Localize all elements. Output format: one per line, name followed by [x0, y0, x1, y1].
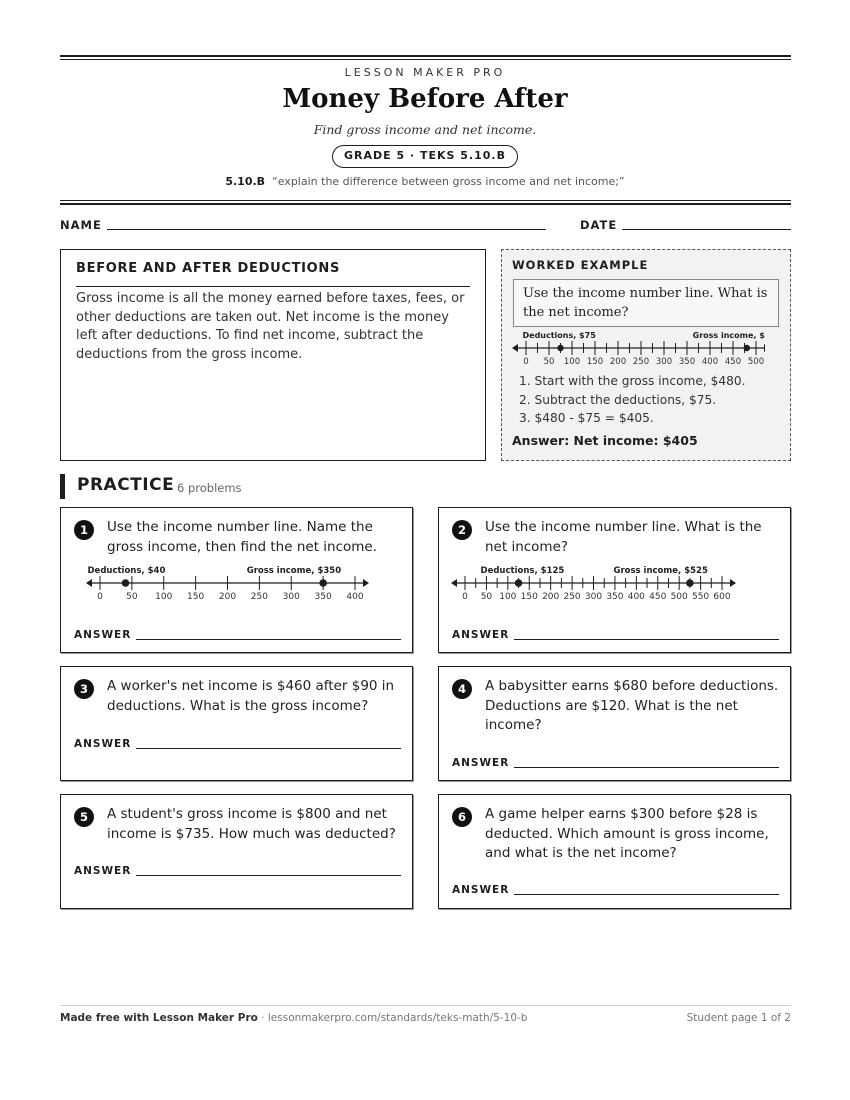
problem-text: Use the income number line. Name the gross income, then find the net income.	[107, 519, 378, 555]
number-line-tick-label: 100	[563, 357, 581, 367]
number-line-tick-label: 0	[97, 592, 103, 602]
answer-line-5[interactable]	[136, 875, 401, 876]
answer-label: ANSWER	[74, 865, 132, 877]
number-line-tick-label: 300	[282, 592, 300, 602]
footer-rule	[60, 1005, 791, 1006]
answer-line-6[interactable]	[514, 894, 779, 895]
name-label: NAME	[60, 218, 102, 232]
problem-card-4	[438, 666, 791, 781]
number-line-tick-label: 150	[520, 592, 538, 602]
problem-text: A game helper earns $300 before $28 is deducted. Which amount is gross income, and what is the net income?	[485, 806, 769, 861]
worked-example-label: WORKED EXAMPLE	[512, 258, 649, 272]
number-line-tick-label: 100	[155, 592, 173, 602]
number-line-tick-label: 400	[701, 357, 719, 367]
brand-name: LESSON MAKER PRO	[344, 66, 506, 79]
worked-example-question: Use the income number line. What is the net income?	[513, 279, 779, 327]
problem-text: Use the income number line. What is the net income?	[485, 519, 762, 555]
answer-label: ANSWER	[74, 629, 132, 641]
problem-number: 6	[452, 807, 472, 827]
number-line-tick-label: 250	[250, 592, 268, 602]
problem-card-3	[60, 666, 413, 781]
number-line-tick-label: 150	[187, 592, 205, 602]
problem-number: 1	[74, 520, 94, 540]
date-label: DATE	[580, 218, 618, 232]
number-line-tick-label: 250	[563, 592, 581, 602]
header-bottom-rule-thin	[60, 200, 791, 201]
top-rule	[60, 55, 791, 57]
number-line-point-label: Deductions, $125	[480, 566, 565, 576]
arrow-left-icon	[512, 344, 518, 352]
number-line-tick-label: 200	[609, 357, 627, 367]
arrow-left-icon	[451, 579, 457, 587]
standard-text: “explain the difference between gross income and net income;”	[272, 175, 625, 188]
problem-text: A student's gross income is $800 and net income is $735. How much was deducted?	[107, 806, 396, 842]
number-line-point-label: Gross income, $	[692, 331, 765, 340]
page-subtitle: Find gross income and net income.	[313, 122, 537, 137]
number-line-tick-label: 100	[499, 592, 517, 602]
number-line-tick-label: 50	[126, 592, 138, 602]
number-line-point-label: Deductions, $75	[522, 331, 596, 340]
answer-line-3[interactable]	[136, 748, 401, 749]
arrow-left-icon	[86, 579, 92, 587]
number-line-point-label: Deductions, $40	[87, 566, 166, 576]
page-title: Money Before After	[282, 84, 568, 114]
answer-line-4[interactable]	[514, 767, 779, 768]
number-line-tick-label: 350	[678, 357, 696, 367]
number-line-tick-label: 550	[691, 592, 710, 602]
number-line-tick-label: 600	[713, 592, 731, 602]
number-line-point	[122, 579, 130, 587]
worked-step: 2. Subtract the deductions, $75.	[519, 392, 717, 407]
concept-box	[60, 249, 486, 461]
number-line-tick-label: 350	[606, 592, 624, 602]
number-line-tick-label: 450	[649, 592, 667, 602]
number-line-tick-label: 300	[584, 592, 603, 602]
number-line-point	[744, 345, 750, 351]
answer-line-1[interactable]	[136, 639, 401, 640]
number-line-point	[557, 345, 563, 351]
worked-steps	[519, 372, 746, 428]
number-line-tick-label: 500	[670, 592, 688, 602]
number-line-tick-label: 450	[724, 357, 742, 367]
footer-page-number: Student page 1 of 2	[686, 1012, 791, 1024]
footer-made-with: Made free with Lesson Maker Pro	[60, 1012, 258, 1024]
footer-url[interactable]: · lessonmakerpro.com/standards/teks-math/5-10-b	[257, 1012, 528, 1024]
problem-2-number-line	[452, 562, 762, 608]
number-line-tick-label: 300	[655, 357, 673, 367]
standard-statement	[0, 175, 850, 188]
worked-number-line	[511, 329, 765, 371]
number-line-point	[515, 579, 523, 587]
arrow-right-icon	[730, 579, 736, 587]
arrow-right-icon	[764, 344, 765, 352]
number-line-point-label: Gross income, $525	[613, 566, 708, 576]
answer-label: ANSWER	[452, 629, 510, 641]
problem-card-5	[60, 794, 413, 909]
number-line-tick-label: 400	[346, 592, 364, 602]
worked-step: 3. $480 - $75 = $405.	[519, 411, 654, 425]
worked-example-box	[501, 249, 791, 461]
practice-accent-bar	[60, 474, 65, 499]
problem-text: A babysitter earns $680 before deductions. Deductions are $120. What is the net income?	[485, 678, 779, 733]
answer-label: ANSWER	[452, 757, 510, 769]
problem-number: 2	[452, 520, 472, 540]
number-line-tick-label: 0	[462, 592, 468, 602]
problem-number: 3	[74, 679, 94, 699]
problem-card-2	[438, 507, 791, 653]
arrow-right-icon	[363, 579, 369, 587]
number-line-tick-label: 500	[747, 357, 765, 367]
worked-step: 1. Start with the gross income, $480.	[519, 374, 746, 388]
answer-label: ANSWER	[74, 738, 132, 750]
problem-1-number-line	[74, 562, 384, 608]
number-line-tick-label: 350	[314, 592, 332, 602]
problem-number: 5	[74, 807, 94, 827]
worked-answer: Answer: Net income: $405	[512, 433, 698, 448]
problem-text: A worker's net income is $460 after $90 in deductions. What is the gross income?	[107, 678, 395, 714]
number-line-tick-label: 250	[632, 357, 650, 367]
practice-title: PRACTICE	[77, 475, 175, 495]
answer-label: ANSWER	[452, 884, 510, 896]
number-line-tick-label: 50	[480, 592, 493, 602]
top-rule-thin	[60, 59, 791, 60]
name-field[interactable]	[107, 229, 546, 230]
number-line-point	[686, 579, 694, 587]
number-line-tick-label: 200	[218, 592, 237, 602]
number-line-tick-label: 150	[586, 357, 604, 367]
number-line-tick-label: 0	[523, 357, 529, 367]
number-line-point-label: Gross income, $350	[246, 566, 342, 576]
problem-card-1	[60, 507, 413, 653]
footer-credit	[60, 1012, 527, 1024]
practice-count: 6 problems	[177, 481, 242, 495]
number-line-tick-label: 200	[542, 592, 560, 602]
problem-number: 4	[452, 679, 472, 699]
answer-line-2[interactable]	[514, 639, 779, 640]
date-field[interactable]	[622, 229, 791, 230]
concept-body: Gross income is all the money earned before taxes, fees, or other deductions are taken out. Net income is the money left after deductions. To find net income, subtract the deductions from the gross income.	[76, 291, 465, 362]
number-line-tick-label: 400	[627, 592, 645, 602]
standard-code: 5.10.B	[225, 175, 266, 188]
number-line-tick-label: 50	[543, 357, 555, 367]
grade-badge: GRADE 5 · TEKS 5.10.B	[332, 145, 518, 168]
number-line-point	[319, 579, 327, 587]
header-bottom-rule	[60, 203, 791, 205]
problem-card-6	[438, 794, 791, 909]
concept-title: BEFORE AND AFTER DEDUCTIONS	[76, 261, 470, 287]
